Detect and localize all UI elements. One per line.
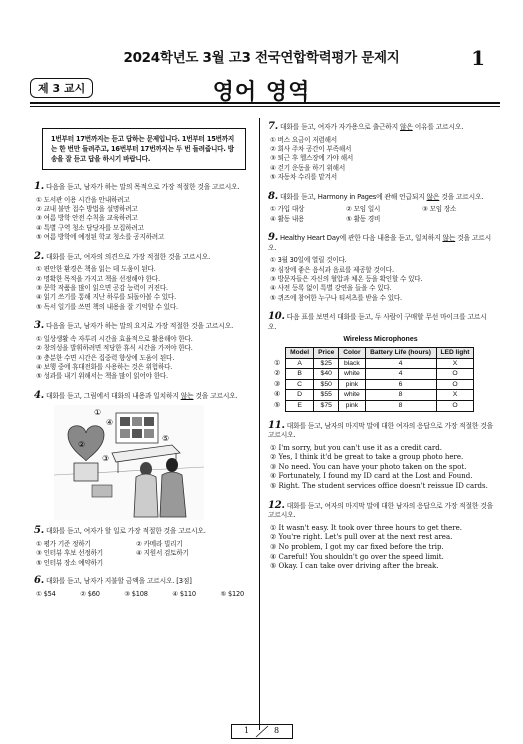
question-number: 9. [268,232,279,244]
option[interactable]: ① 3월 30일에 열릴 것이다. [270,256,347,265]
table-cell: $50 [314,379,339,390]
option[interactable]: ③ 문학 작품을 많이 읽으면 공감 능력이 커진다. [36,284,168,293]
table-cell: E [286,400,314,411]
table-header: LED light [436,348,474,359]
question-number: 10. [268,311,285,323]
question-stem-end: 것을 고르시오. [268,234,491,252]
option[interactable]: ④ 보행 중에 휴대전화를 사용하는 것은 위험하다. [36,363,173,372]
table-row[interactable] [274,390,474,401]
option[interactable]: ③ 모임 장소 [422,205,457,214]
option[interactable]: ④ 읽기 쓰기를 통해 지난 하루를 되돌아볼 수 있다. [36,293,176,302]
question-2 [34,252,254,313]
current-page: 1 [244,726,250,735]
table-cell: $25 [314,358,339,369]
option[interactable]: ④ 활동 내용 [270,214,305,223]
option[interactable]: ① 일상생활 속 자투리 시간을 효율적으로 활용해야 한다. [36,334,193,343]
option[interactable]: ⑤ 여름 방학에 예정된 학교 청소를 공지하려고 [36,233,165,242]
question-number: 2. [34,250,45,262]
option[interactable]: ① I'm sorry, but you can't use it as a credit card. [270,443,442,452]
question-4-illustration [54,405,204,520]
option[interactable]: ① 도서관 이용 시간을 안내하려고 [36,195,130,204]
stem-underlined: 않은 [400,123,413,131]
table-cell: white [339,369,365,380]
table-cell: 4 [365,369,436,380]
total-pages: 8 [274,726,280,735]
option[interactable]: ⑤ 퀴즈에 참여한 누구나 티셔츠를 받을 수 있다. [270,293,402,302]
question-number: 5. [34,525,45,537]
question-6 [34,576,254,599]
question-5 [34,526,254,568]
option[interactable]: ③ 여름 방학 안전 수칙을 교육하려고 [36,214,138,223]
session-badge: 제 3 교시 [30,78,93,98]
option[interactable]: ③ 퇴근 후 헬스장에 가야 해서 [270,154,354,163]
option[interactable]: ④ 걷기 운동을 하기 위해서 [270,163,345,172]
question-stem: Healthy Heart Day에 관한 다음 내용을 듣고, 일치하지 [280,234,443,243]
option[interactable]: ⑤ 자동차 수리를 맡겨서 [270,173,337,182]
table-cell: D [286,390,314,401]
table-row[interactable] [274,400,474,411]
option[interactable]: ⑤ Okay. I can take over driving after the break. [270,562,439,571]
question-stem: 대화를 듣고, 그림에서 대화의 내용과 일치하지 [46,391,181,400]
option[interactable]: ④ 특별 구역 청소 담당자를 모집하려고 [36,223,144,232]
table-cell: O [436,400,474,411]
stem-underlined: 않는 [442,234,456,243]
question-stem: 대화를 듣고, Harmony in Pages에 관해 언급되지 [280,192,427,201]
person-left [134,474,158,517]
option[interactable]: ② 창의성을 발휘하려면 적당한 휴식 시간을 가져야 한다. [36,344,193,353]
table-cell: O [436,379,474,390]
table-cell: pink [339,379,365,390]
option[interactable]: ② 카메라 빌리기 [136,540,183,549]
question-11 [268,421,493,492]
table-row[interactable] [274,369,474,380]
question-4 [34,391,254,521]
option[interactable]: ① 평가 기준 정하기 [36,540,91,549]
question-number: 6. [34,575,45,587]
option[interactable]: ③ 충분한 수면 시간은 집중력 향상에 도움이 된다. [36,353,175,362]
room-illustration [54,405,204,520]
stem-underlined: 않는 [180,391,194,400]
option[interactable]: ① 버스 요금이 저렴해서 [270,135,337,144]
option[interactable]: ④ Careful! You shouldn't go over the speed limit. [270,552,444,561]
person-right [160,472,186,517]
table-cell: 4 [365,358,436,369]
question-3 [34,321,254,382]
question-number: 4. [34,389,45,401]
question-stem: 대화를 듣고, 여자의 의견으로 가장 적절한 것을 고르시오. [46,252,211,261]
table-row[interactable] [274,379,474,390]
table-cell: $40 [314,369,339,380]
table-header: Model [286,348,314,359]
option[interactable]: ② 회사 주차 공간이 부족해서 [270,145,352,153]
option[interactable]: ① It wasn't easy. It took over three hours to get there. [270,523,462,532]
option[interactable]: ① 가입 대상 [270,205,305,214]
option[interactable]: ⑤ Right. The student services office doesn't reissue ID cards. [270,482,488,491]
question-number: 12. [268,499,285,511]
table-header: Price [314,348,339,359]
label-5: ⑤ [162,434,170,444]
table-cell: black [339,358,365,369]
question-number: 3. [34,320,45,332]
option[interactable]: ② Yes, I think it'd be great to take a group photo here. [270,453,464,462]
row-number: ④ [274,391,281,399]
option[interactable]: ② 심장에 좋은 음식과 음료를 제공할 것이다. [270,265,394,274]
table-cell: 8 [365,400,436,411]
box [92,485,112,497]
question-stem-end: 것을 고르시오. [193,391,238,400]
page-number: 1 [471,46,485,70]
table-cell: $75 [314,400,339,411]
column-divider [259,118,260,730]
option[interactable]: ④ $110 [172,589,196,598]
option[interactable]: ② 교내 불만 접수 방법을 설명하려고 [36,205,138,213]
question-number: 11. [268,419,285,431]
option[interactable]: ⑤ 인터뷰 장소 예약하기 [36,558,103,567]
option[interactable]: ④ Fortunately, I found my ID card at the Lost and Found. [270,472,473,481]
table-cell: A [286,358,314,369]
stem-underlined: 않은 [426,192,440,201]
subject-title: 영어 영역 [212,80,311,105]
option[interactable]: ① $54 [36,589,56,598]
table-cell: X [436,358,474,369]
option[interactable]: ② You're right. Let's pull over at the next rest area. [270,533,453,542]
page-slash [232,725,292,738]
option[interactable]: ⑤ 독서 일기를 쓰면 책의 내용을 잘 기억할 수 있다. [36,302,178,311]
question-stem: 대화를 듣고, 여자가 할 일로 가장 적절한 것을 고르시오. [46,527,206,536]
option[interactable]: ① 편안한 환경은 책을 읽는 데 도움이 된다. [36,265,156,274]
question-stem: 대화를 듣고, 남자의 마지막 말에 대한 여자의 응답으로 가장 적절한 것을 고르시오. [268,421,493,440]
header-rule [30,102,500,104]
question-12 [268,501,493,572]
microphone-table [274,347,474,411]
option[interactable]: ⑤ 활동 경비 [346,214,381,223]
table-cell: pink [339,400,365,411]
question-stem: 대화를 듣고, 여자가 자가용으로 출근하지 [280,123,400,131]
table-row[interactable] [274,358,474,369]
question-number: 7. [268,121,279,132]
exam-title: 2024학년도 3월 고3 전국연합학력평가 문제지 [123,50,400,66]
question-1 [34,182,254,243]
question-stem: 대화를 듣고, 남자가 지불할 금액을 고르시오. [3점] [46,577,192,586]
table-cell: white [339,390,365,401]
table-cell: X [436,390,474,401]
page-indicator [231,724,293,739]
option[interactable]: ③ $108 [124,589,148,598]
table-cell: O [436,369,474,380]
option[interactable]: ⑤ $120 [220,589,244,598]
table-cell: B [286,369,314,380]
table-cell: C [286,379,314,390]
question-8 [268,192,493,224]
option[interactable]: ③ 인터뷰 후보 선정하기 [36,549,103,558]
table-cell: 8 [365,390,436,401]
question-number: 8. [268,190,279,202]
table-cell: $55 [314,390,339,401]
question-9 [268,233,493,303]
question-number: 1. [34,181,45,192]
label-2: ② [78,440,86,450]
label-3: ③ [102,454,110,464]
option[interactable]: ⑤ 성과를 내기 위해서는 책을 많이 읽어야 한다. [36,372,168,381]
header-rule-thin [30,106,500,107]
option[interactable]: ③ 방문자들은 자신의 혈압과 체온 등을 확인할 수 있다. [270,275,423,284]
row-number: ② [274,370,281,378]
row-number: ⑤ [274,401,281,409]
left-column [34,122,254,608]
question-stem-end: 것을 고르시오. [439,192,484,201]
table-cell: 6 [365,379,436,390]
option[interactable]: ④ 지원서 검토하기 [136,549,189,558]
table-header: Color [339,348,365,359]
table-header: Battery Life (hours) [365,348,436,359]
question-7 [268,122,493,183]
option[interactable]: ② $60 [80,589,100,598]
table-title: Wireless Microphones [343,336,418,344]
row-number: ③ [274,380,281,388]
option[interactable]: ③ No need. You can have your photo taken on the spot. [270,462,467,471]
label-1: ① [94,408,102,418]
question-stem: 다음을 듣고, 남자가 하는 말의 목적으로 가장 적절한 것을 고르시오. [46,183,240,191]
option[interactable]: ③ No problem, I got my car fixed before the trip. [270,543,444,552]
option[interactable]: ② 명확한 목적을 가지고 책을 선정해야 한다. [36,274,160,283]
question-stem: 대화를 듣고, 여자의 마지막 말에 대한 남자의 응답으로 가장 적절한 것을 고르시오. [268,501,493,520]
question-stem: 다음을 듣고, 남자가 하는 말의 요지로 가장 적절한 것을 고르시오. [46,322,234,331]
question-10 [268,312,493,411]
option[interactable]: ④ 사전 등록 없이 특별 강연을 들을 수 있다. [270,284,392,293]
option[interactable]: ② 모임 일시 [346,205,381,214]
row-number: ① [274,359,281,367]
question-stem-end: 이유를 고르시오. [412,123,464,131]
listening-notice: 1번부터 17번까지는 듣고 답하는 문제입니다. 1번부터 15번까지는 한 번만 들려주고, 16번부터 17번까지는 두 번 들려줍니다. 방송을 잘 듣고 답을 하시기 바랍니다. [42,128,246,170]
label-4: ④ [106,418,114,428]
question-stem: 다음 표를 보면서 대화를 듣고, 두 사람이 구매할 무선 마이크를 고르시오. [268,313,487,331]
right-column [268,122,493,581]
